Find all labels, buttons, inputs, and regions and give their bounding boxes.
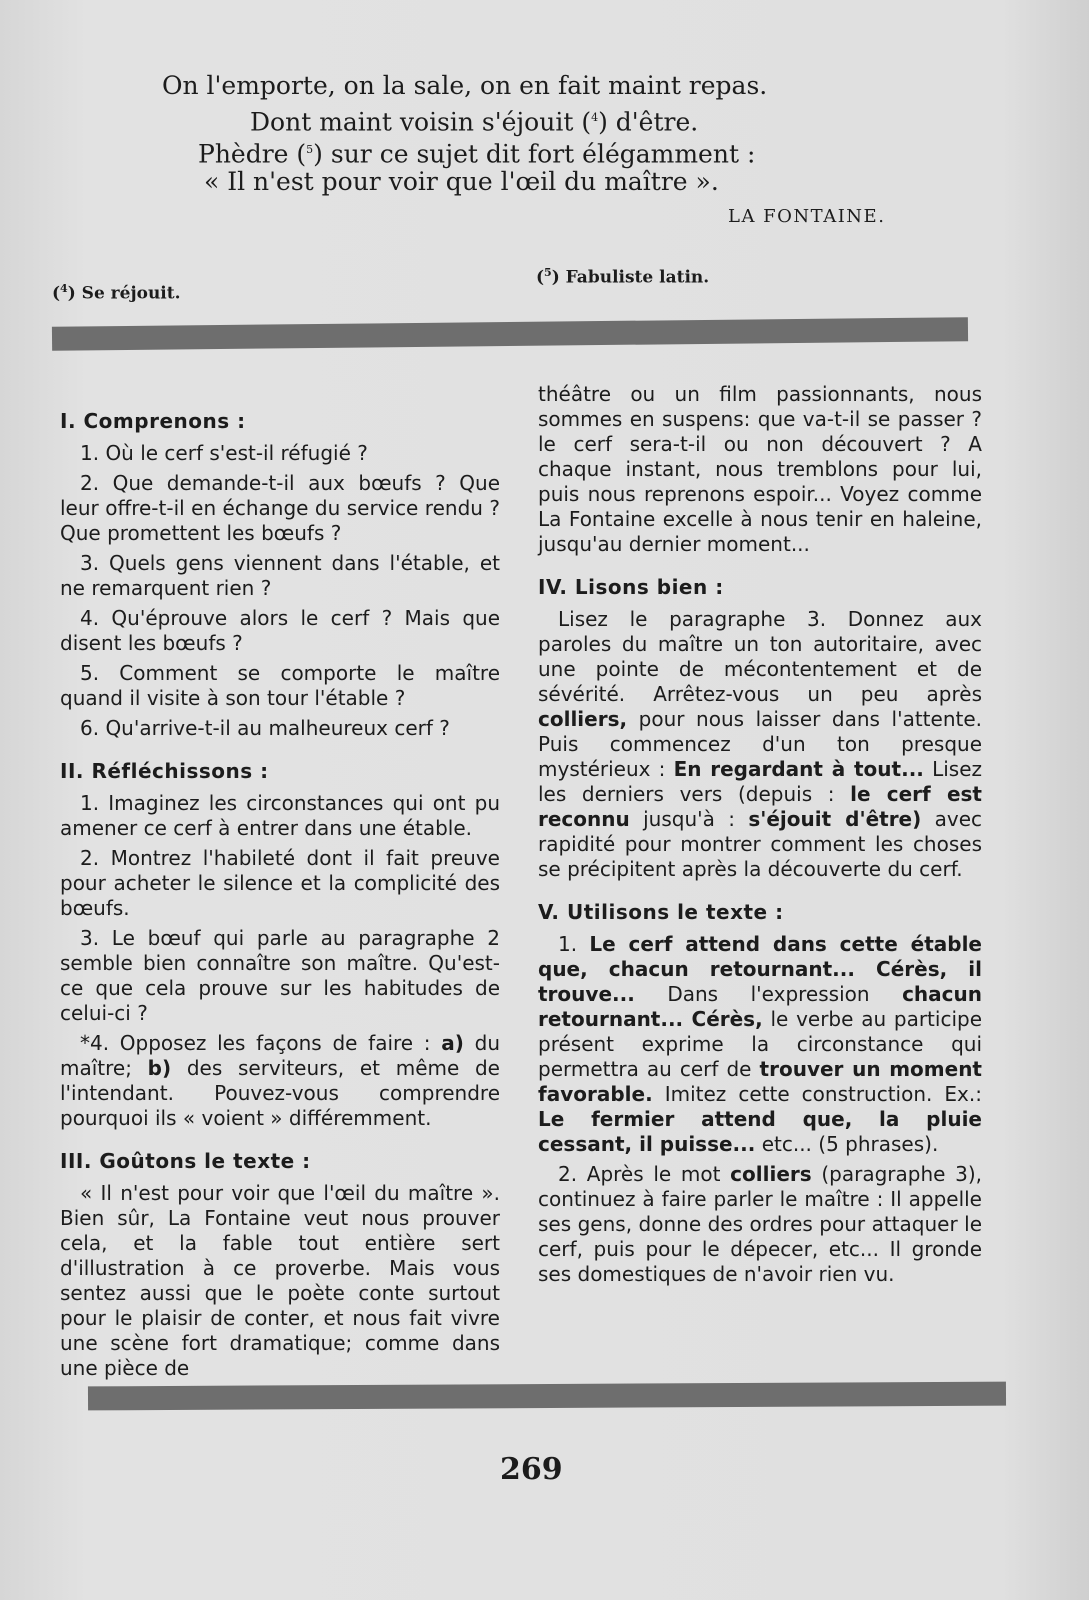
paragraph: « Il n'est pour voir que l'œil du maître ». Bien sûr, La Fontaine veut nous prouver cela, et la fable tout entière sert d'illustration à ce proverbe. Mais vous sentez aussi que le poète conte surtout pour le plaisir de conter, et nous fait vivre une scène fort dramatique; comme dans une pièce de bbox=[60, 1181, 500, 1380]
footnote-ref: 5 bbox=[306, 143, 314, 156]
poem-line: On l'emporte, on la sale, on en fait maint repas. bbox=[162, 71, 768, 100]
section-title-goutons: III. Goûtons le texte : bbox=[60, 1149, 311, 1173]
footnote-5: ($^5$) Fabuliste latin. bbox=[536, 266, 710, 288]
question-item: 4. Qu'éprouve alors le cerf ? Mais que disent les bœufs ? bbox=[60, 606, 500, 655]
paragraph: Lisez le paragraphe 3. Donnez aux paroles du maître un ton autoritaire, avec une pointe de mécontentement et de sévérité. Arrêtez-vous un peu après colliers, pour nous laisser dans l'attente. Puis commencez d'un ton presque mystérieux : En regardant à tout... Lisez les derniers vers (depuis : le cerf est reconnu jusqu'à : s'éjouit d'être) avec rapidité pour montrer comment les choses se précipitent après la découverte du cerf. bbox=[538, 607, 983, 881]
left-column bbox=[60, 405, 500, 1386]
section-title-comprenons: I. Comprenons : bbox=[60, 409, 246, 433]
page-number: 269 bbox=[500, 1452, 563, 1487]
poem-line: Phèdre ($^5$) sur ce sujet dit fort élégamment : bbox=[198, 139, 756, 169]
question-item: 1. Où le cerf s'est-il réfugié ? bbox=[80, 441, 368, 465]
question-item: 2. Que demande-t-il aux bœufs ? Que leur offre-t-il en échange du service rendu ? Que promettent les bœufs ? bbox=[60, 471, 500, 545]
poem-line: « Il n'est pour voir que l'œil du maître ». bbox=[204, 167, 719, 196]
right-column bbox=[538, 382, 982, 1292]
question-item: *4. Opposez les façons de faire : a) du maître; b) des serviteurs, et même de l'intendant. Pouvez-vous comprendre pourquoi ils « voient » différemment. bbox=[60, 1031, 500, 1130]
footnote-4: ($^4$) Se réjouit. bbox=[52, 282, 181, 304]
bottom-divider-bar bbox=[88, 1382, 1006, 1411]
section-title-reflechissons: II. Réfléchissons : bbox=[60, 759, 269, 783]
section-title-lisons: IV. Lisons bien : bbox=[538, 575, 724, 599]
question-item: 5. Comment se comporte le maître quand il visite à son tour l'étable ? bbox=[60, 661, 500, 710]
exercise-item: 2. Après le mot colliers (paragraphe 3), continuez à faire parler le maître : Il appelle ses gens, donne des ordres pour attaquer le cerf, puis pour le dépecer, etc... Il gronde ses domestiques de n'avoir rien vu. bbox=[538, 1162, 982, 1286]
poem-line: Dont maint voisin s'éjouit ($^4$) d'être. bbox=[250, 107, 699, 137]
footnote-ref: 4 bbox=[591, 111, 599, 124]
poem-author: LA FONTAINE. bbox=[728, 206, 886, 227]
question-item: 1. Imaginez les circonstances qui ont pu amener ce cerf à entrer dans une étable. bbox=[60, 791, 500, 840]
question-item: 2. Montrez l'habileté dont il fait preuve pour acheter le silence et la complicité des bœufs. bbox=[60, 846, 500, 920]
question-item: 3. Quels gens viennent dans l'étable, et ne remarquent rien ? bbox=[60, 551, 500, 600]
top-divider-bar bbox=[52, 317, 968, 351]
question-item: 3. Le bœuf qui parle au paragraphe 2 semble bien connaître son maître. Qu'est-ce que cela prouve sur les habitudes de celui-ci ? bbox=[60, 926, 500, 1025]
paragraph-continued: théâtre ou un film passionnants, nous sommes en suspens: que va-t-il se passer ? le cerf sera-t-il ou non découvert ? A chaque instant, nous tremblons pour lui, puis nous reprenons espoir... Voyez comme La Fontaine excelle à nous tenir en haleine, jusqu'au dernier moment... bbox=[538, 382, 982, 556]
section-title-utilisons: V. Utilisons le texte : bbox=[538, 900, 784, 924]
exercise-item: 1. Le cerf attend dans cette étable que, chacun retournant... Cérès, il trouve... Dans l'expression chacun retournant... Cérès, le verbe au participe présent exprime la circonstance qui permettra au cerf de trouver un moment favorable. Imitez cette construction. Ex.: Le fermier attend que, la pluie cessant, il puisse... etc... (5 phrases). bbox=[538, 932, 983, 1156]
question-item: 6. Qu'arrive-t-il au malheureux cerf ? bbox=[80, 716, 450, 740]
